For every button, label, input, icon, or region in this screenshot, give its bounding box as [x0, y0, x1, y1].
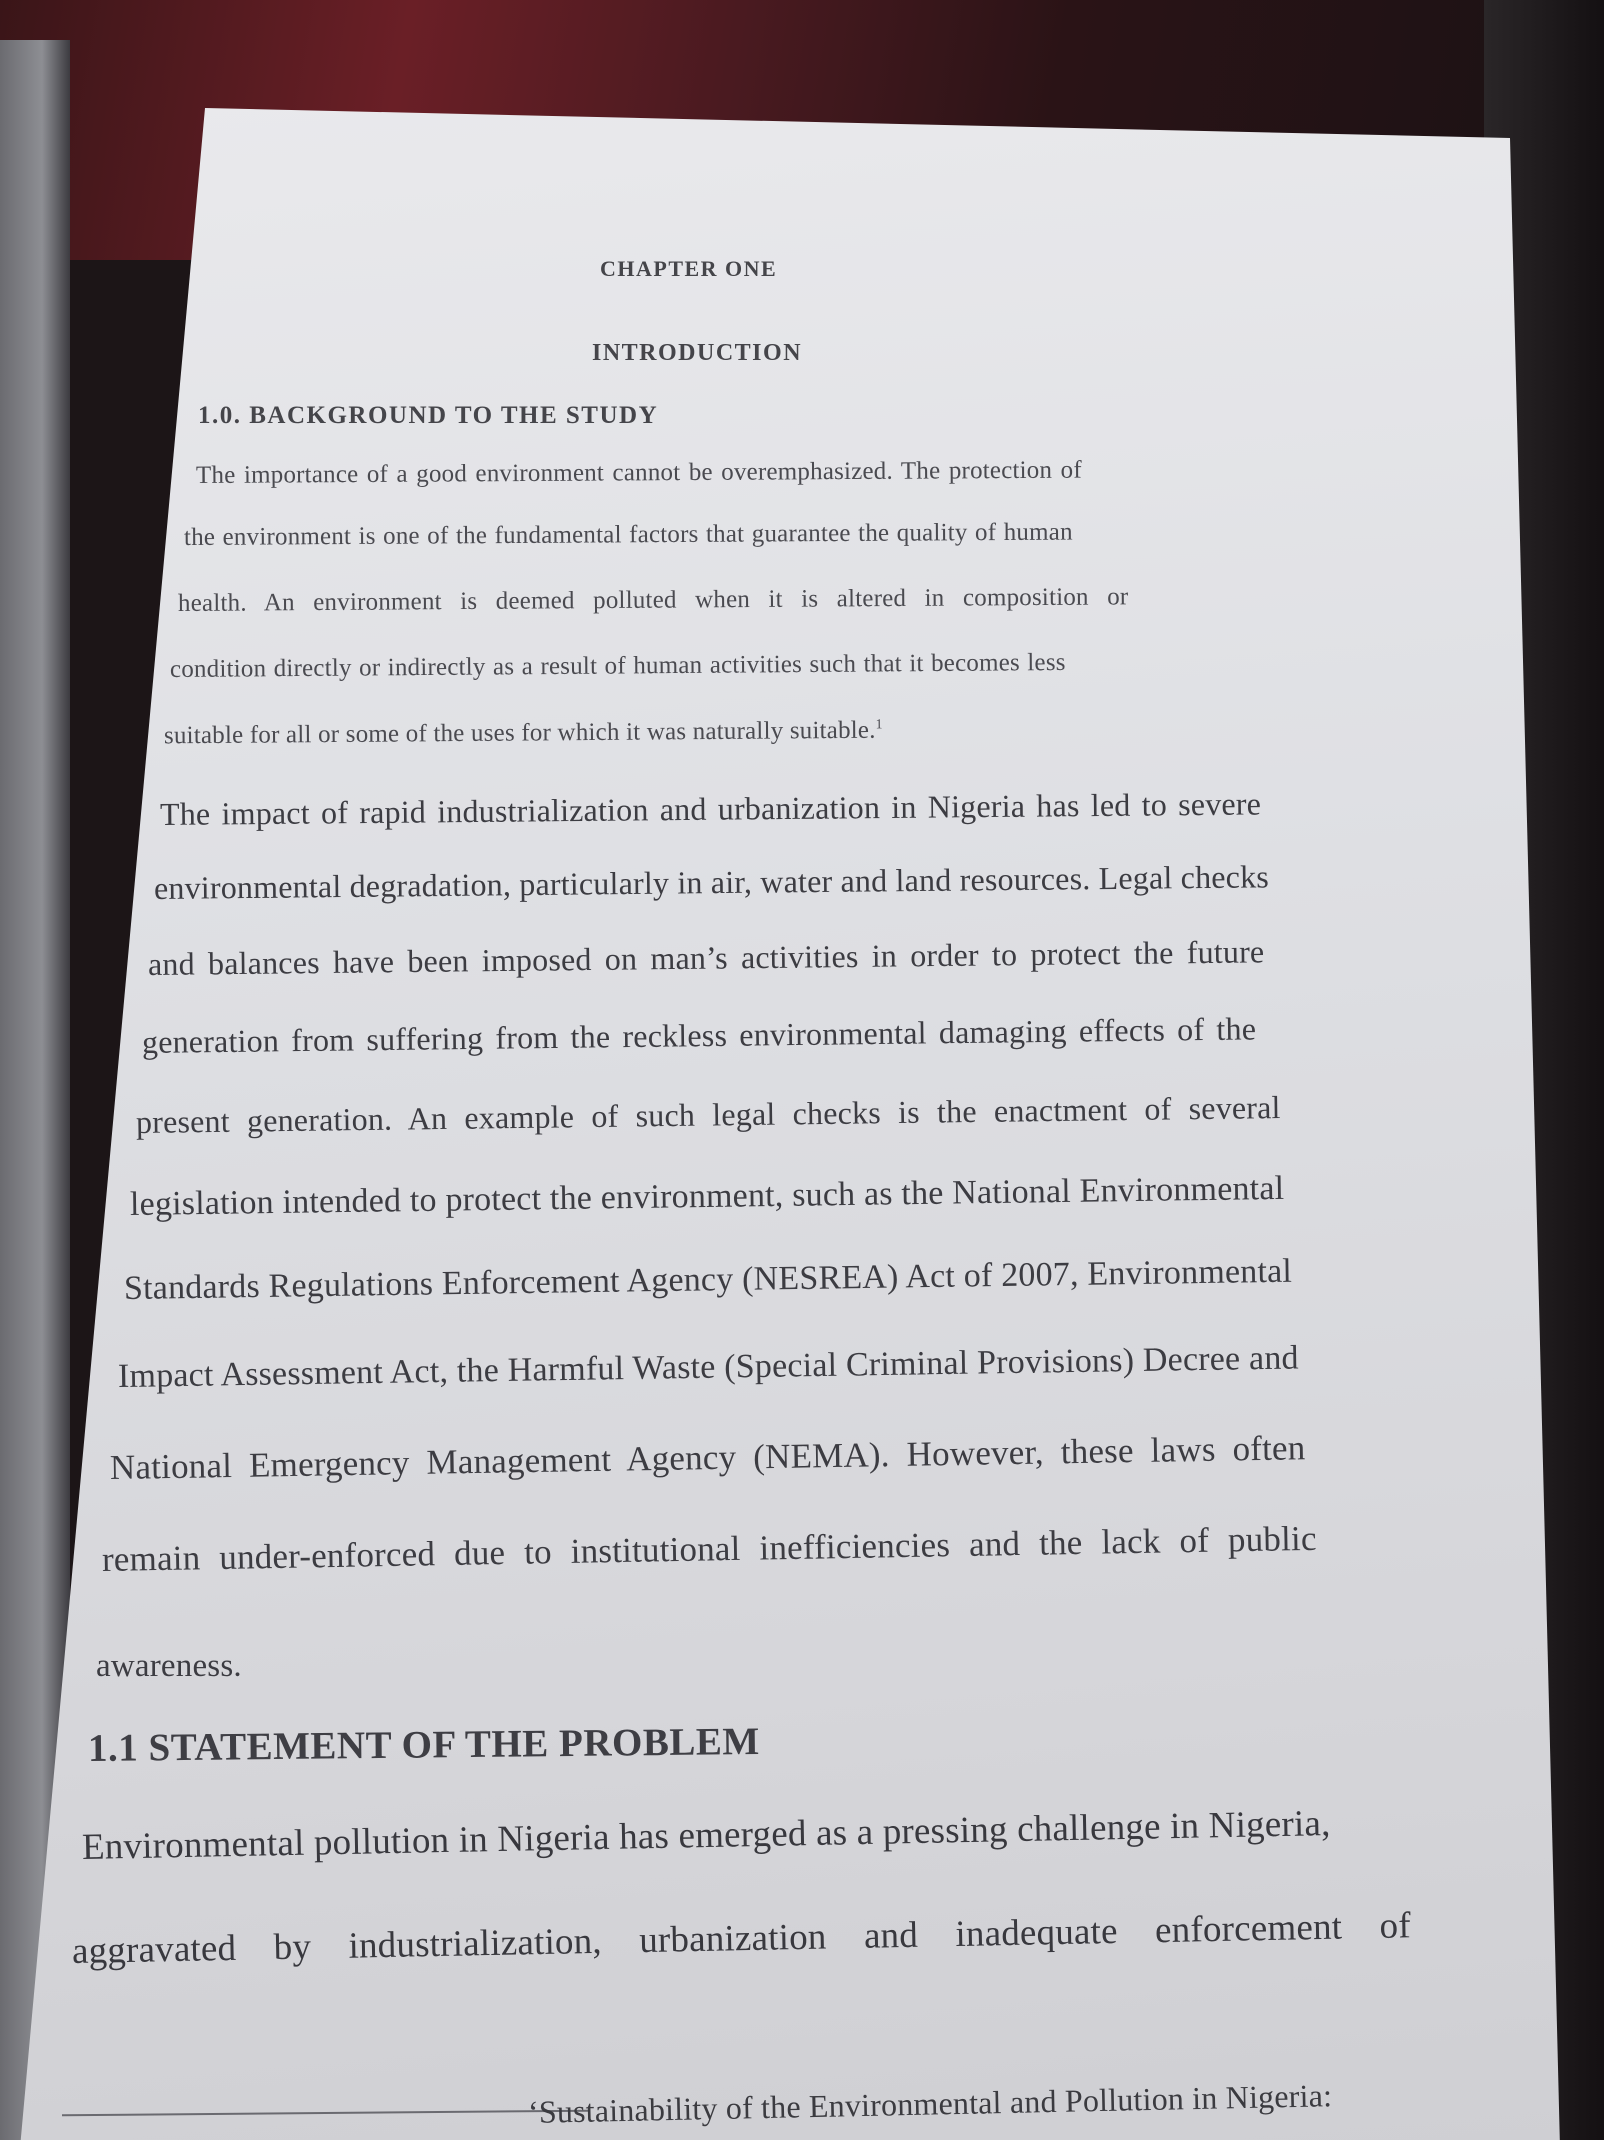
footnote-text: ‘Sustainability of the Environmental and Pollution in Nigeria:	[527, 2077, 1333, 2130]
paragraph3-line: Environmental pollution in Nigeria has emerged as a pressing challenge in Nigeria,	[81, 1803, 1331, 1868]
paragraph2-line: National Emergency Management Agency (NEMA). However, these laws often	[109, 1428, 1306, 1487]
footnote-divider	[62, 2110, 588, 2117]
paragraph1-line: The importance of a good environment cannot be overemphasized. The protection of	[195, 456, 1082, 489]
paragraph1-line: the environment is one of the fundamental factors that guarantee the quality of human	[183, 518, 1073, 551]
paragraph2-line: remain under-enforced due to institutional inefficiencies and the lack of public	[101, 1518, 1317, 1579]
paragraph1-line: health. An environment is deemed polluted when it is altered in composition or	[177, 583, 1129, 617]
paragraph2-line: generation from suffering from the reckless environmental damaging effects of the	[141, 1010, 1257, 1060]
paragraph2-line: present generation. An example of such legal checks is the enactment of several	[135, 1089, 1281, 1140]
paragraph2-line: environmental degradation, particularly in air, water and land resources. Legal checks	[153, 858, 1270, 906]
paragraph1-line: condition directly or indirectly as a result of human activities such that it becomes less	[169, 648, 1066, 683]
problem-heading: 1.1 STATEMENT OF THE PROBLEM	[87, 1719, 760, 1770]
paragraph2-line: legislation intended to protect the environment, such as the National Environmental	[129, 1169, 1285, 1223]
paragraph2-line: Standards Regulations Enforcement Agency (NESREA) Act of 2007, Environmental	[123, 1252, 1293, 1307]
paragraph1-last-text: suitable for all or some of the uses for which it was naturally suitable.	[163, 716, 876, 750]
paragraph2-line: awareness.	[96, 1648, 242, 1684]
section-title: INTRODUCTION	[592, 340, 803, 366]
paragraph3-line: aggravated by industrialization, urbanization and inadequate enforcement of	[71, 1905, 1412, 1972]
paragraph1-line	[164, 716, 883, 750]
chapter-title: CHAPTER ONE	[600, 256, 778, 281]
paragraph2-line: and balances have been imposed on man’s activities in order to protect the future	[147, 933, 1265, 982]
background-heading: 1.0. BACKGROUND TO THE STUDY	[198, 402, 659, 429]
footnote-marker: 1	[875, 716, 883, 732]
paragraph2-line: Impact Assessment Act, the Harmful Waste (Special Criminal Provisions) Decree and	[117, 1339, 1299, 1395]
paragraph2-line: The impact of rapid industrialization and urbanization in Nigeria has led to severe	[159, 785, 1262, 832]
